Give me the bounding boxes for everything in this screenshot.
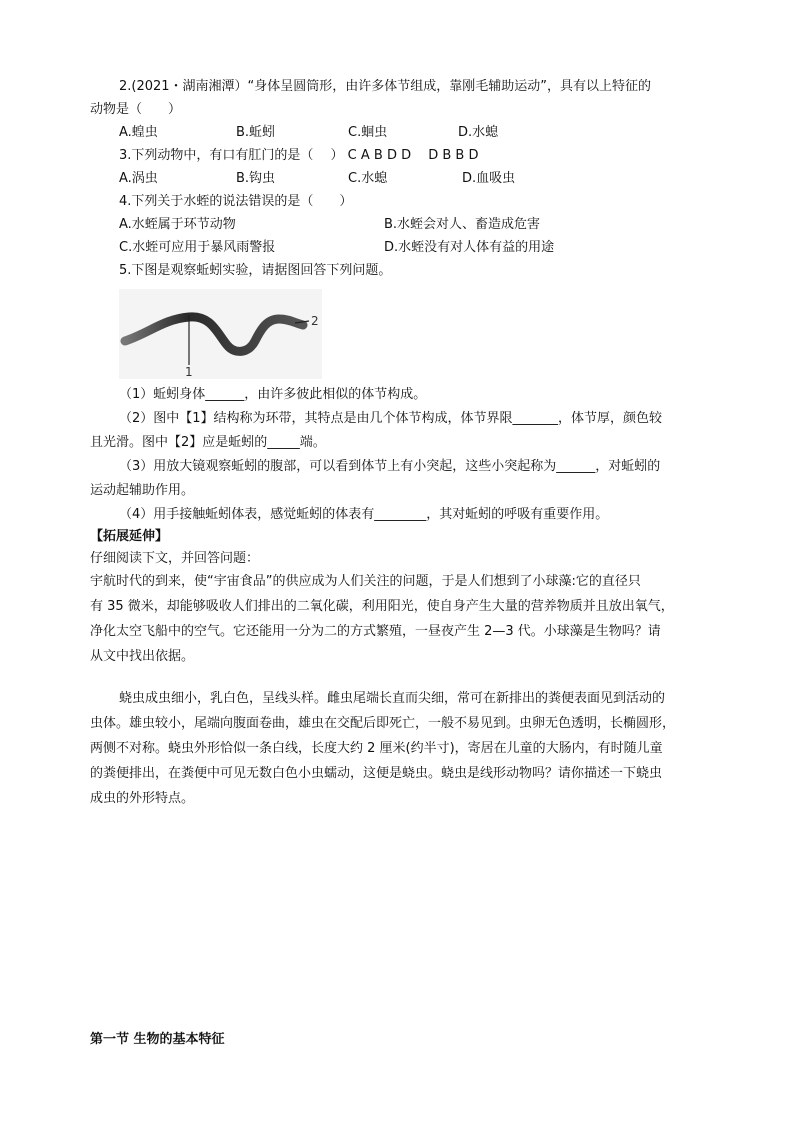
extension-intro: 仔细阅读下文，并回答问题： — [90, 551, 260, 566]
extension-para2-line1: 蛲虫成虫细小，乳白色，呈线头样。雌虫尾端长直而尖细，常可在新排出的粪便表面见到活动的 — [119, 691, 666, 706]
q5-stem: 5.下图是观察蚯蚓实验，请据图回答下列问题。 — [119, 263, 392, 278]
earthworm-figure — [119, 289, 322, 379]
q4-option-d: D.水蛭没有对人体有益的用途 — [384, 240, 555, 255]
q2-option-d: D.水螅 — [458, 125, 499, 140]
q3-option-c: C.水螅 — [348, 171, 388, 186]
q2-stem-line1: 2.(2021・湖南湘潭）“身体呈圆筒形，由许多体节组成，靠刚毛辅助运动”，具有以上特征的 — [119, 79, 652, 94]
q2-option-a: A.蝗虫 — [119, 125, 158, 140]
earthworm-body — [125, 317, 303, 352]
extension-para2-line5: 成虫的外形特点。 — [90, 791, 195, 806]
q4-option-c: C.水蛭可应用于暴风雨警报 — [119, 240, 276, 255]
q3-option-a: A.涡虫 — [119, 171, 158, 186]
extension-para1-line2: 有 35 微米，却能够吸收人们排出的二氧化碳，利用阳光，使自身产生大量的营养物质并且放出氧气， — [90, 599, 674, 614]
q2-option-c: C.蛔虫 — [348, 125, 388, 140]
q5-sub2-line1: （2）图中【1】结构称为环带，其特点是由几个体节构成，体节界限_______，体节厚，颜色较 — [119, 411, 663, 426]
q3-option-b: B.钩虫 — [236, 171, 276, 186]
q4-option-b: B.水蛭会对人、畜造成危害 — [384, 217, 541, 232]
extension-para1-line3: 净化太空飞船中的空气。它还能用一分为二的方式繁殖，一昼夜产生 2—3 代。小球藻是生物吗？请 — [90, 624, 661, 639]
extension-para1-line1: 宇航时代的到来，使“宇宙食品”的供应成为人们关注的问题，于是人们想到了小球藻:它的直径只 — [90, 574, 641, 589]
extension-para2-line3: 两侧不对称。蛲虫外形恰似一条白线，长度大约 2 厘米(约半寸)，寄居在儿童的大肠内，有时随儿童 — [90, 741, 663, 756]
q5-sub2-line2: 且光滑。图中【2】应是蚯蚓的_____端。 — [90, 435, 326, 450]
q5-sub1: （1）蚯蚓身体______，由许多彼此相似的体节构成。 — [119, 387, 427, 402]
q4-option-a: A.水蛭属于环节动物 — [119, 217, 236, 232]
q2-option-b: B.蚯蚓 — [236, 125, 276, 140]
q3-stem: 3.下列动物中，有口有肛门的是（ ） C A B D D D B B D — [119, 148, 479, 163]
q4-stem: 4.下列关于水蛭的说法错误的是（ ） — [119, 194, 353, 209]
extension-heading: 【拓展延伸】 — [90, 529, 169, 544]
extension-para2-line2: 虫体。雄虫较小，尾端向腹面卷曲，雄虫在交配后即死亡，一般不易见到。虫卵无色透明，长椭圆形， — [90, 716, 676, 731]
earthworm-illustration — [119, 289, 322, 379]
q5-sub4: （4）用手接触蚯蚓体表，感觉蚯蚓的体表有________，其对蚯蚓的呼吸有重要作用。 — [119, 507, 609, 522]
figure-label-1: 1 — [185, 365, 193, 379]
q5-sub3-line2: 运动起辅助作用。 — [90, 483, 195, 498]
q3-option-d: D.血吸虫 — [462, 171, 516, 186]
section-title: 第一节 生物的基本特征 — [90, 1032, 225, 1047]
q2-stem-line2: 动物是（ ） — [90, 102, 182, 117]
extension-para2-line4: 的粪便排出，在粪便中可见无数白色小虫蠕动，这便是蛲虫。蛲虫是线形动物吗？请你描述一下蛲虫 — [90, 766, 663, 781]
extension-para1-line4: 从文中找出依据。 — [90, 649, 195, 664]
figure-label-2: 2 — [311, 314, 319, 328]
q5-sub3-line1: （3）用放大镜观察蚯蚓的腹部，可以看到体节上有小突起，这些小突起称为______，对蚯蚓的 — [119, 459, 661, 474]
